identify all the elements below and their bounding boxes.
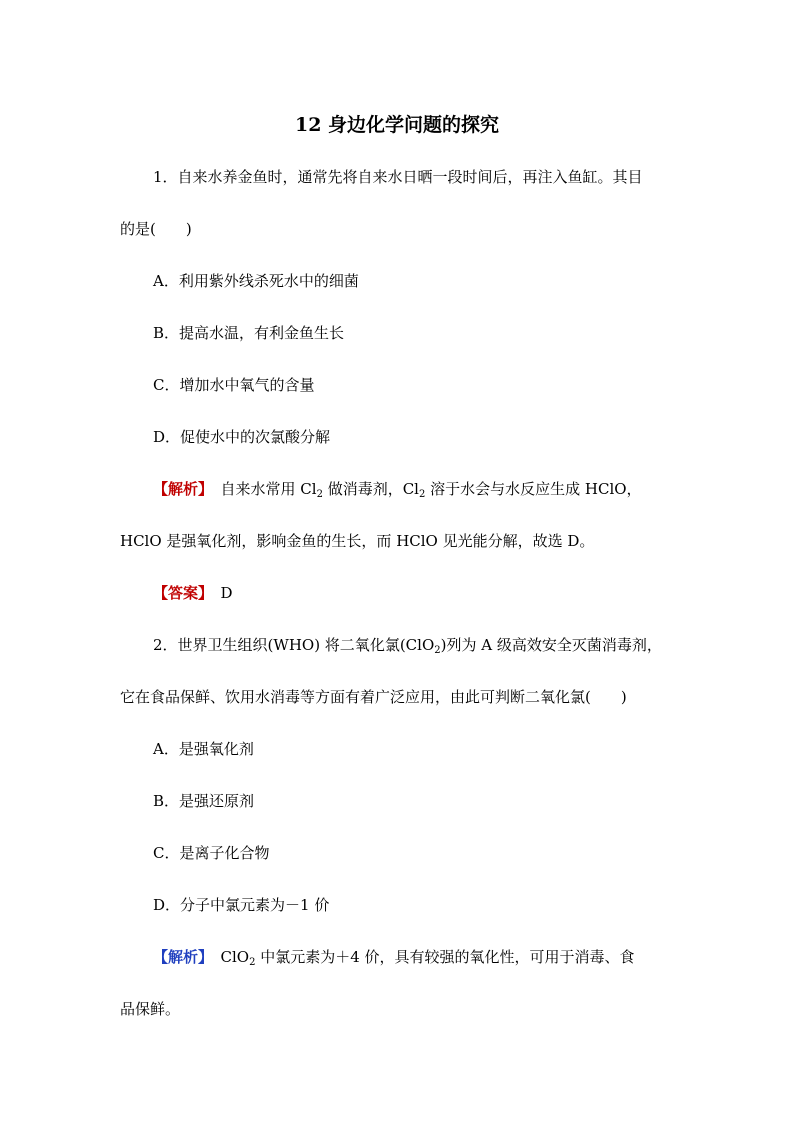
analysis-text: ClO	[205, 948, 250, 966]
analysis-text: 自来水常用 Cl	[205, 480, 317, 498]
q2-stem-line1	[153, 634, 662, 656]
q2-option-c: C．是离子化合物	[153, 844, 270, 862]
q1-answer	[153, 582, 233, 603]
subscript: 2	[434, 645, 441, 656]
q2-stem-line2: 它在食品保鲜、饮用水消毒等方面有着广泛应用，由此可判断二氧化氯( )	[120, 688, 627, 706]
q1-option-a: A．利用紫外线杀死水中的细菌	[153, 272, 359, 290]
q1-stem-line1: 1．自来水养金鱼时，通常先将自来水日晒一段时间后，再注入鱼缸。其目	[153, 168, 643, 186]
q1-option-b: B．提高水温，有利金鱼生长	[153, 324, 345, 342]
q2-option-a: A．是强氧化剂	[153, 740, 254, 758]
q1-option-c: C．增加水中氧气的含量	[153, 376, 315, 394]
subscript: 2	[418, 489, 426, 500]
q2-analysis-line2: 品保鲜。	[120, 1000, 181, 1018]
analysis-label: 【解析】	[153, 948, 206, 966]
answer-value: D	[205, 584, 233, 602]
q2-option-b: B．是强还原剂	[153, 792, 255, 810]
analysis-text: 中氯元素为＋4 价，具有较强的氧化性，可用于消毒、食	[255, 948, 635, 966]
analysis-text: 溶于水会与水反应生成 HClO，	[425, 480, 642, 498]
q1-stem-line2: 的是( )	[120, 220, 192, 238]
q1-analysis-line1	[153, 478, 642, 500]
q2-option-d: D．分子中氯元素为－1 价	[153, 896, 330, 914]
answer-label: 【答案】	[153, 584, 206, 602]
q1-option-d: D．促使水中的次氯酸分解	[153, 428, 331, 446]
subscript: 2	[249, 957, 256, 968]
page-title: 12 身边化学问题的探究	[294, 114, 500, 136]
analysis-label: 【解析】	[153, 480, 206, 498]
stem-text: 2．世界卫生组织(WHO) 将二氧化氯(ClO	[153, 636, 435, 654]
stem-text: )列为 A 级高效安全灭菌消毒剂，	[440, 636, 662, 654]
q1-analysis-line2: HClO 是强氧化剂，影响金鱼的生长，而 HClO 见光能分解，故选 D。	[120, 532, 595, 550]
q2-analysis-line1	[153, 946, 635, 968]
subscript: 2	[316, 489, 323, 500]
analysis-text: 做消毒剂，Cl	[322, 480, 419, 498]
